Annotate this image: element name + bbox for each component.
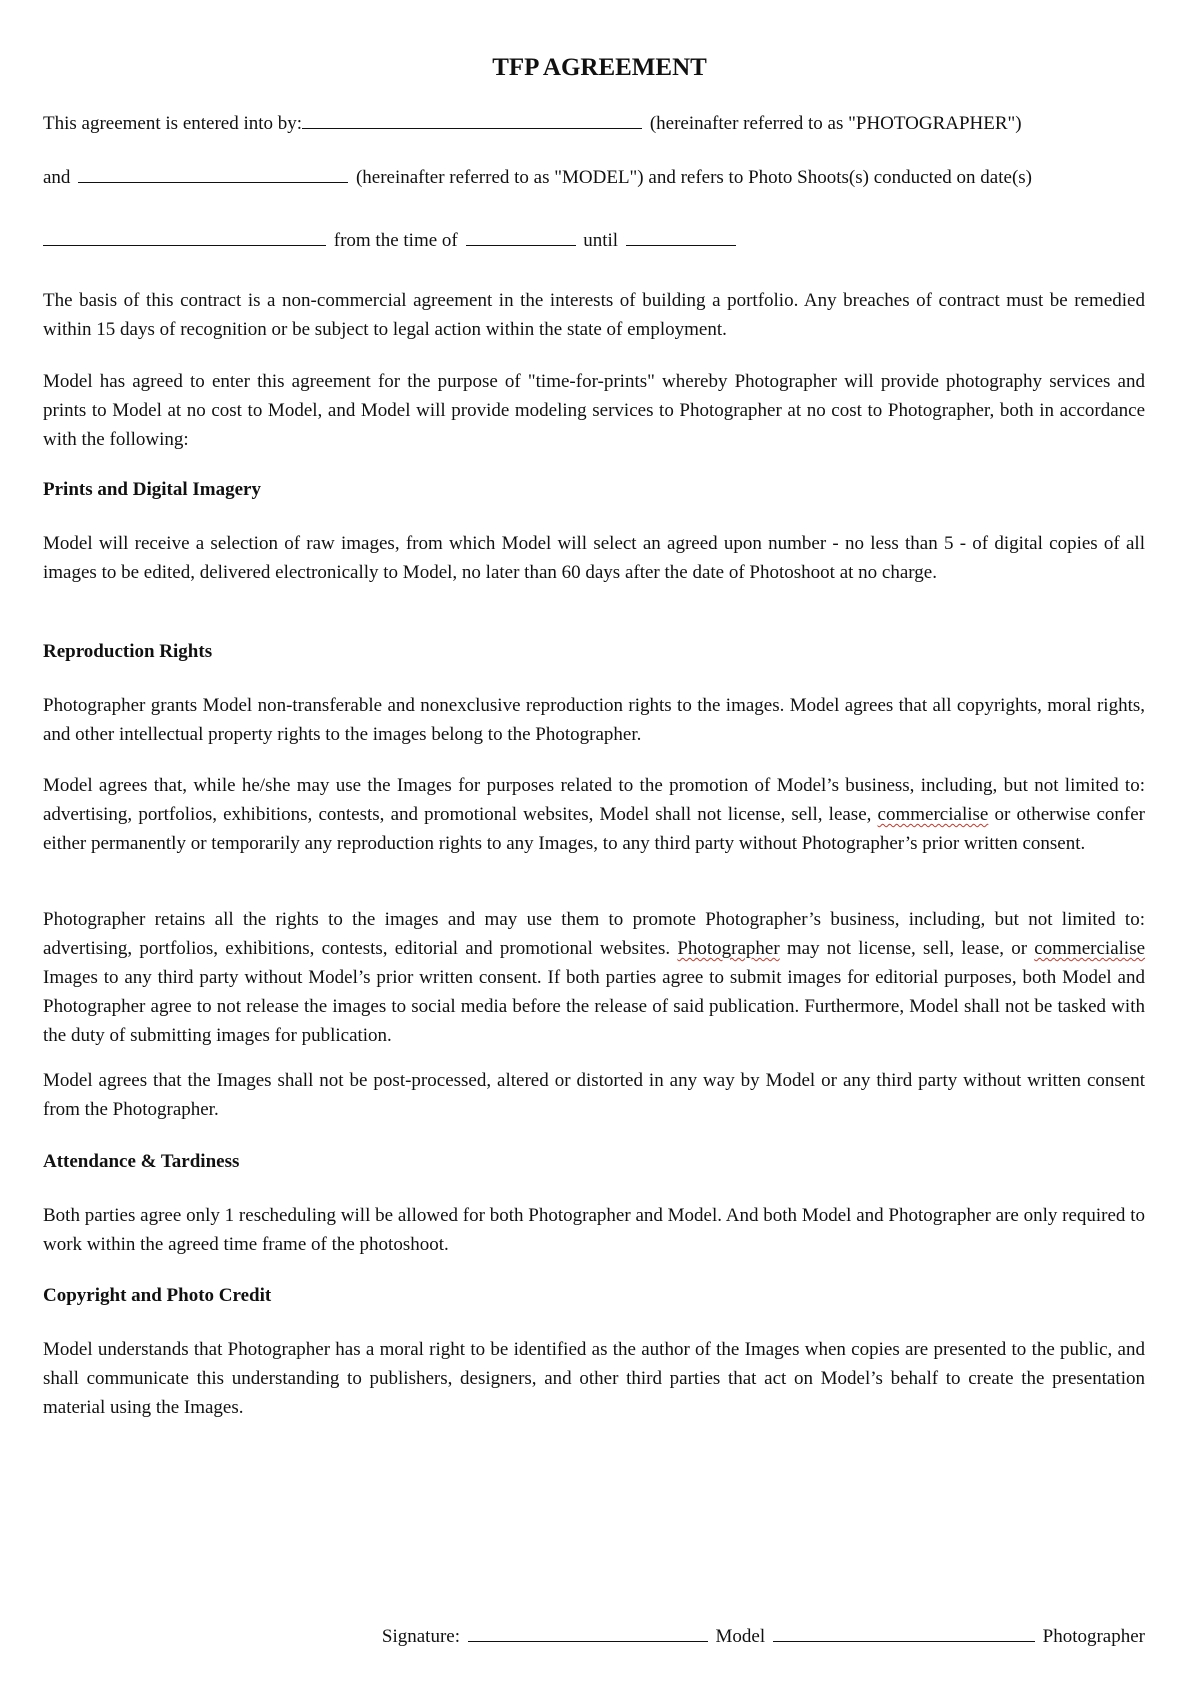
model-signature-blank[interactable] bbox=[468, 1622, 708, 1642]
intro-line1-prefix: This agreement is entered into by: bbox=[43, 113, 303, 134]
paragraph-photographer-use bbox=[43, 905, 1145, 1050]
spellcheck-word: commercialise bbox=[1034, 938, 1146, 959]
photographer-use-text-c: Images to any third party without Model’s prior written consent. If both parties agree to submit images for editorial purposes, both Model and Photographer agree to not release the images to social media before the release of said publication. Furthermore, Model shall not be tasked with the duty of submitting images for publication. bbox=[43, 967, 1145, 1046]
heading-prints: Prints and Digital Imagery bbox=[43, 479, 261, 500]
intro-line-model bbox=[43, 163, 1145, 192]
paragraph-prints: Model will receive a selection of raw images, from which Model will select an agreed upon number - no less than 5 - of digital copies of all images to be edited, delivered electronically to Model, no later than 60 days after the date of Photoshoot at no charge. bbox=[43, 533, 1145, 583]
signature-row bbox=[382, 1622, 1145, 1651]
photographer-name-blank[interactable] bbox=[302, 109, 642, 129]
heading-copyright: Copyright and Photo Credit bbox=[43, 1285, 272, 1306]
paragraph-purpose: Model has agreed to enter this agreement for the purpose of "time-for-prints" whereby Photographer will provide photography services and prints to Model at no cost to Model, and Model will provide modeling services to Photographer at no cost to Photographer, both in accordance with the following: bbox=[43, 371, 1145, 450]
start-time-blank[interactable] bbox=[466, 226, 576, 246]
photographer-use-text-b: may not license, sell, lease, or bbox=[786, 938, 1028, 959]
date-blank[interactable] bbox=[43, 226, 326, 246]
intro-line2-prefix: and bbox=[43, 167, 71, 188]
heading-reproduction: Reproduction Rights bbox=[43, 641, 213, 662]
paragraph-basis: The basis of this contract is a non-commercial agreement in the interests of building a portfolio. Any breaches of contract must be remedied within 15 days of recognition or be subject to legal action within the state of employment. bbox=[43, 290, 1145, 340]
intro-line-time bbox=[43, 226, 1145, 255]
model-name-blank[interactable] bbox=[78, 163, 348, 183]
spellcheck-word: Photographer bbox=[677, 938, 780, 959]
intro-line3-until: until bbox=[583, 230, 619, 251]
intro-line3-from: from the time of bbox=[333, 230, 458, 251]
intro-line-parties bbox=[43, 109, 1145, 138]
paragraph-model-use bbox=[43, 771, 1145, 858]
intro-line2-suffix: (hereinafter referred to as "MODEL") and refers to Photo Shoots(s) conducted on date(s) bbox=[355, 167, 1032, 188]
document-title: TFP AGREEMENT bbox=[492, 54, 707, 81]
paragraph-copyright: Model understands that Photographer has a moral right to be identified as the author of the Images when copies are presented to the public, and shall communicate this understanding to publishers, designers, and other third parties that act on Model’s behalf to create the presentation material using the Images. bbox=[43, 1339, 1145, 1418]
signature-photographer-label: Photographer bbox=[1042, 1626, 1145, 1647]
paragraph-attendance: Both parties agree only 1 rescheduling will be allowed for both Photographer and Model. And both Model and Photographer are only required to work within the agreed time frame of the photoshoot. bbox=[43, 1205, 1145, 1255]
heading-attendance: Attendance & Tardiness bbox=[43, 1151, 240, 1172]
photographer-signature-blank[interactable] bbox=[773, 1622, 1035, 1642]
spellcheck-word: commercialise bbox=[877, 804, 989, 825]
model-use-text-b: or otherwise confer either permanently or temporarily any reproduction rights to any Images, to any third party without Photographer’s prior written consent. bbox=[43, 804, 1145, 854]
photographer-use-text-a: Photographer retains all the rights to the images and may use them to promote Photographer’s business, including, but not limited to: advertising, portfolios, exhibitions, contests, editorial and promotional websites. bbox=[43, 909, 1145, 959]
signature-label: Signature: bbox=[381, 1626, 461, 1647]
model-use-text-a: Model agrees that, while he/she may use the Images for purposes related to the promotion of Model’s business, including, but not limited to: advertising, portfolios, exhibitions, contests, and promotional websites, Model shall not license, sell, lease, bbox=[43, 775, 1145, 825]
end-time-blank[interactable] bbox=[626, 226, 736, 246]
paragraph-post-processing: Model agrees that the Images shall not be post-processed, altered or distorted in any way by Model or any third party without written consent from the Photographer. bbox=[43, 1070, 1145, 1120]
intro-line1-suffix: (hereinafter referred to as "PHOTOGRAPHER") bbox=[649, 113, 1022, 134]
paragraph-reproduction: Photographer grants Model non-transferable and nonexclusive reproduction rights to the images. Model agrees that all copyrights, moral rights, and other intellectual property rights to the images belong to the Photographer. bbox=[43, 695, 1145, 745]
signature-model-label: Model bbox=[715, 1626, 766, 1647]
